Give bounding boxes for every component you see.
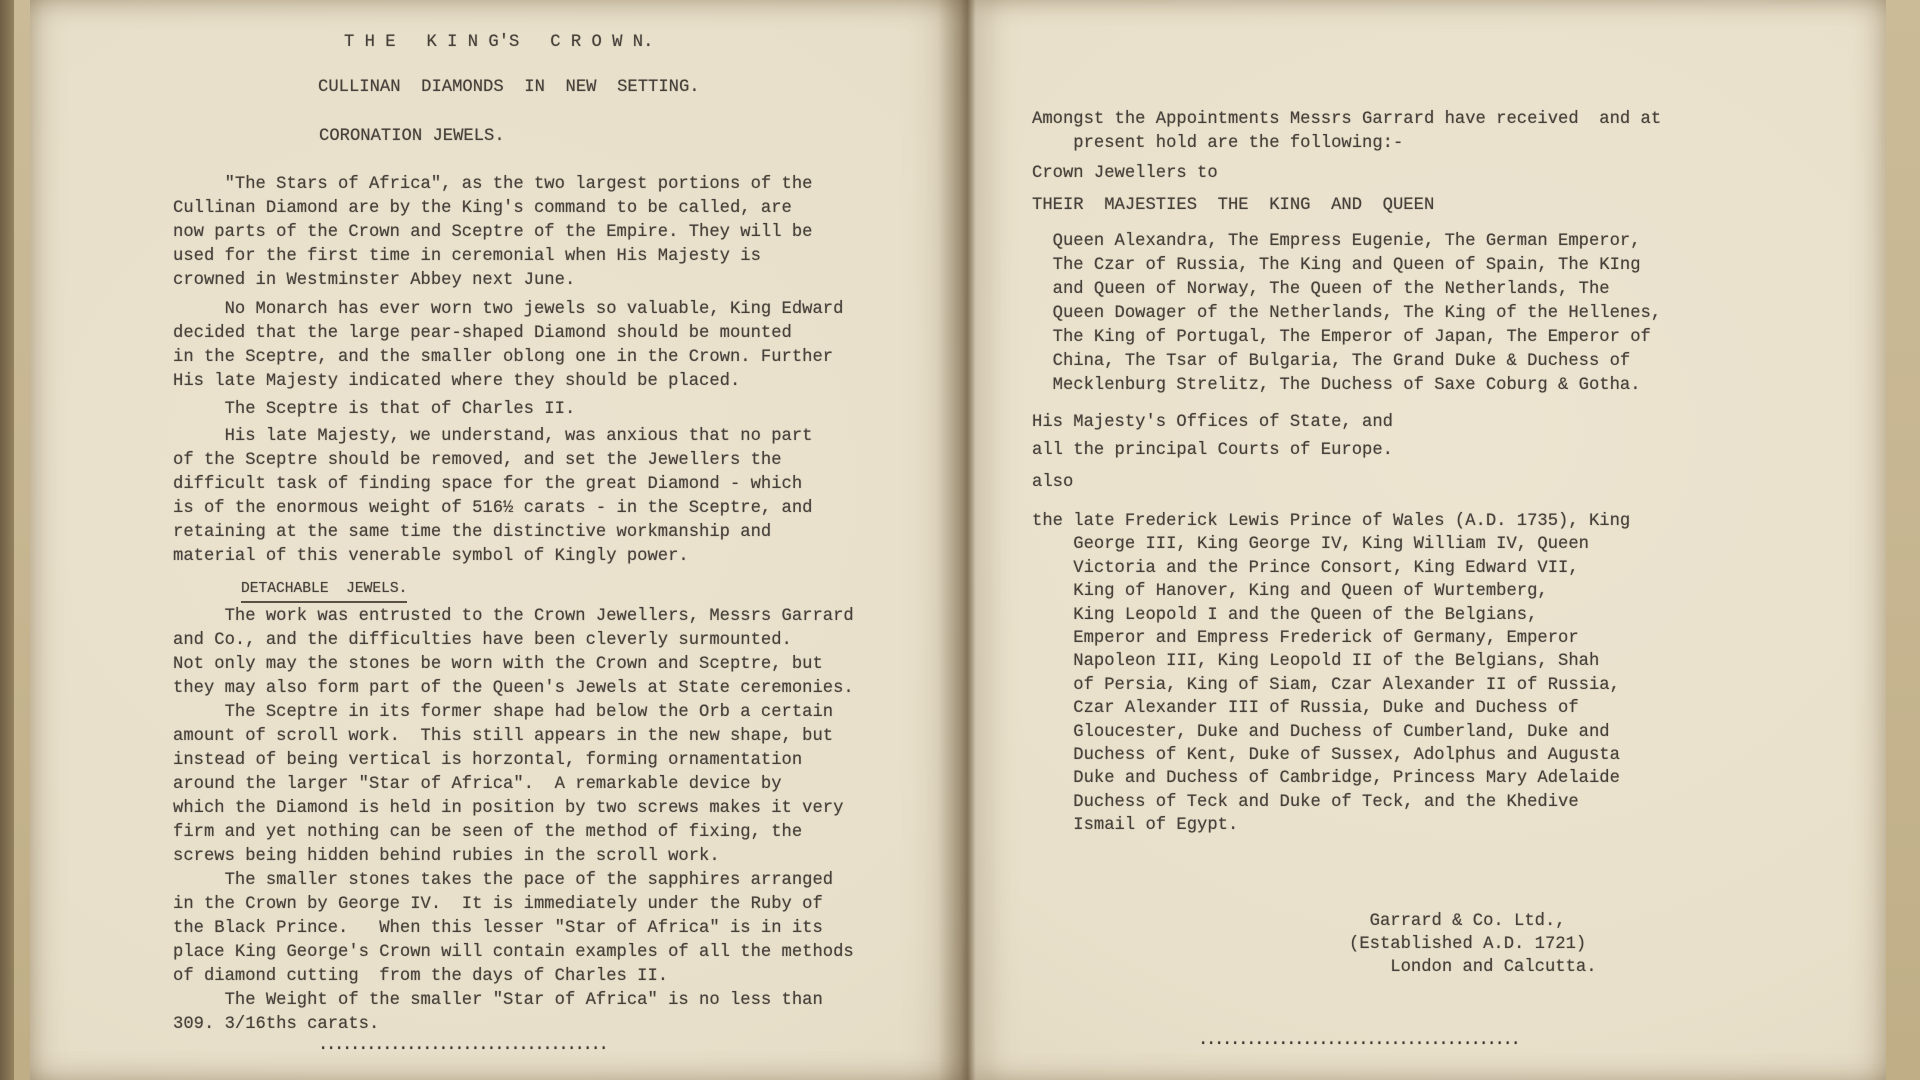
right-page xyxy=(965,0,1886,1080)
text-line: Emperor and Empress Frederick of Germany, Emperor xyxy=(1032,628,1579,648)
text-line: retaining at the same time the distinctive workmanship and xyxy=(173,523,772,542)
text-line: Duke and Duchess of Cambridge, Princess Mary Adelaide xyxy=(1032,769,1620,789)
text-line: in the Crown by George IV. It is immediately under the Ruby of xyxy=(173,895,823,914)
text-line: Queen Dowager of the Netherlands, The King of the Hellenes, xyxy=(1032,304,1662,323)
text-line: they may also form part of the Queen's Jewels at State ceremonies. xyxy=(173,679,854,698)
text-line: in the Sceptre, and the smaller oblong one in the Crown. Further xyxy=(173,348,834,367)
text-line: His late Majesty, we understand, was anxious that no part xyxy=(173,427,813,446)
text-line: Queen Alexandra, The Empress Eugenie, The German Emperor, xyxy=(1032,232,1641,251)
paragraph xyxy=(173,989,965,1037)
crown-jewellers-line: Crown Jewellers to xyxy=(1032,164,1218,183)
text-line: George III, King George IV, King William IV, Queen xyxy=(1032,535,1589,555)
text-line: Duchess of Kent, Duke of Sussex, Adolphus and Augusta xyxy=(1032,745,1620,765)
paragraph xyxy=(173,701,965,869)
current-royals-list xyxy=(1032,230,1712,398)
signature-block xyxy=(1349,910,1597,979)
also-line: also xyxy=(1032,473,1074,492)
paragraph xyxy=(173,869,965,989)
text-line: of the Sceptre should be removed, and set the Jewellers the xyxy=(173,451,782,470)
text-line: Not only may the stones be worn with the Crown and Sceptre, but xyxy=(173,655,823,674)
left-page-content xyxy=(30,31,965,1037)
text-line: now parts of the Crown and Sceptre of the Empire. They will be xyxy=(173,223,813,242)
text-line: Victoria and the Prince Consort, King Edward VII, xyxy=(1032,558,1579,578)
text-line: King of Hanover, King and Queen of Wurtemberg, xyxy=(1032,582,1548,602)
text-line: material of this venerable symbol of Kingly power. xyxy=(173,547,689,566)
text-line: the Black Prince. When this lesser "Star of Africa" is in its xyxy=(173,919,823,938)
courts-of-europe-line: all the principal Courts of Europe. xyxy=(1032,441,1393,460)
detachable-jewels-heading-text: DETACHABLE JEWELS. xyxy=(241,577,407,603)
past-royals-list xyxy=(1032,510,1712,837)
text-line: The smaller stones takes the pace of the sapphires arranged xyxy=(173,871,834,890)
text-line: Garrard & Co. Ltd., xyxy=(1349,912,1566,931)
text-line: the late Frederick Lewis Prince of Wales (A.D. 1735), King xyxy=(1032,512,1631,531)
text-line: and Co., and the difficulties have been cleverly surmounted. xyxy=(173,631,792,650)
page-title: T H E K I N G'S C R O W N. xyxy=(344,33,654,52)
scan-left-edge xyxy=(0,0,14,1080)
text-line: crowned in Westminster Abbey next June. xyxy=(173,271,576,290)
text-line: The Czar of Russia, The King and Queen of Spain, The KIng xyxy=(1032,256,1641,275)
royal-appointments-intro xyxy=(1032,108,1712,156)
text-line: used for the first time in ceremonial when His Majesty is xyxy=(173,247,761,266)
dotted-divider: .................................... xyxy=(318,1036,607,1055)
text-line: China, The Tsar of Bulgaria, The Grand Duke & Duchess of xyxy=(1032,352,1631,371)
text-line: present hold are the following:- xyxy=(1032,134,1404,153)
paragraph xyxy=(173,398,965,422)
text-line: firm and yet nothing can be seen of the method of fixing, the xyxy=(173,823,803,842)
text-line: London and Calcutta. xyxy=(1349,958,1597,977)
text-line: Amongst the Appointments Messrs Garrard have received and at xyxy=(1032,110,1662,129)
text-line: Ismail of Egypt. xyxy=(1032,816,1239,836)
paragraph xyxy=(173,173,965,293)
text-line: The King of Portugal, The Emperor of Japan, The Emperor of xyxy=(1032,328,1651,347)
text-line: His late Majesty indicated where they should be placed. xyxy=(173,372,741,391)
left-page xyxy=(30,0,965,1080)
page-subtitle: CULLINAN DIAMONDS IN NEW SETTING. xyxy=(318,78,700,97)
text-line: Mecklenburg Strelitz, The Duchess of Saxe Coburg & Gotha. xyxy=(1032,376,1641,395)
text-line: The work was entrusted to the Crown Jewellers, Messrs Garrard xyxy=(173,607,854,626)
section-heading: CORONATION JEWELS. xyxy=(319,127,505,146)
text-line: decided that the large pear-shaped Diamond should be mounted xyxy=(173,324,792,343)
text-line: instead of being vertical is horzontal, forming ornamentation xyxy=(173,751,803,770)
text-line: (Established A.D. 1721) xyxy=(1349,935,1587,954)
text-line: Duchess of Teck and Duke of Teck, and the Khedive xyxy=(1032,792,1579,812)
text-line: The Weight of the smaller "Star of Africa" is no less than xyxy=(173,991,823,1010)
text-line: place King George's Crown will contain examples of all the methods xyxy=(173,943,854,962)
text-line: screws being hidden behind rubies in the scroll work. xyxy=(173,847,720,866)
offices-of-state-line: His Majesty's Offices of State, and xyxy=(1032,413,1393,432)
paragraph xyxy=(173,605,965,701)
their-majesties-line: THEIR MAJESTIES THE KING AND QUEEN xyxy=(1032,196,1435,215)
text-line: around the larger "Star of Africa". A remarkable device by xyxy=(173,775,782,794)
text-line: The Sceptre is that of Charles II. xyxy=(173,400,576,419)
text-line: 309. 3/16ths carats. xyxy=(173,1015,380,1034)
text-line: difficult task of finding space for the great Diamond - which xyxy=(173,475,803,494)
text-line: The Sceptre in its former shape had below the Orb a certain xyxy=(173,703,834,722)
text-line: King Leopold I and the Queen of the Belgians, xyxy=(1032,605,1538,625)
text-line: Gloucester, Duke and Duchess of Cumberland, Duke and xyxy=(1032,722,1610,742)
text-line: No Monarch has ever worn two jewels so valuable, King Edward xyxy=(173,300,844,319)
text-line: which the Diamond is held in position by two screws makes it very xyxy=(173,799,844,818)
text-line: "The Stars of Africa", as the two largest portions of the xyxy=(173,175,813,194)
text-line: Czar Alexander III of Russia, Duke and Duchess of xyxy=(1032,699,1579,719)
paragraph xyxy=(173,425,965,569)
text-line: Napoleon III, King Leopold II of the Belgians, Shah xyxy=(1032,652,1600,672)
text-line: amount of scroll work. This still appears in the new shape, but xyxy=(173,727,834,746)
text-line: Cullinan Diamond are by the King's command to be called, are xyxy=(173,199,792,218)
text-line: and Queen of Norway, The Queen of the Netherlands, The xyxy=(1032,280,1610,299)
right-page-content xyxy=(1032,108,1712,837)
text-line: of Persia, King of Siam, Czar Alexander II of Russia, xyxy=(1032,675,1620,695)
detachable-jewels-heading xyxy=(241,576,965,600)
text-line: is of the enormous weight of 516½ carats - in the Sceptre, and xyxy=(173,499,813,518)
paragraph xyxy=(173,298,965,394)
dotted-divider: ........................................ xyxy=(1198,1031,1519,1050)
text-line: of diamond cutting from the days of Charles II. xyxy=(173,967,669,986)
